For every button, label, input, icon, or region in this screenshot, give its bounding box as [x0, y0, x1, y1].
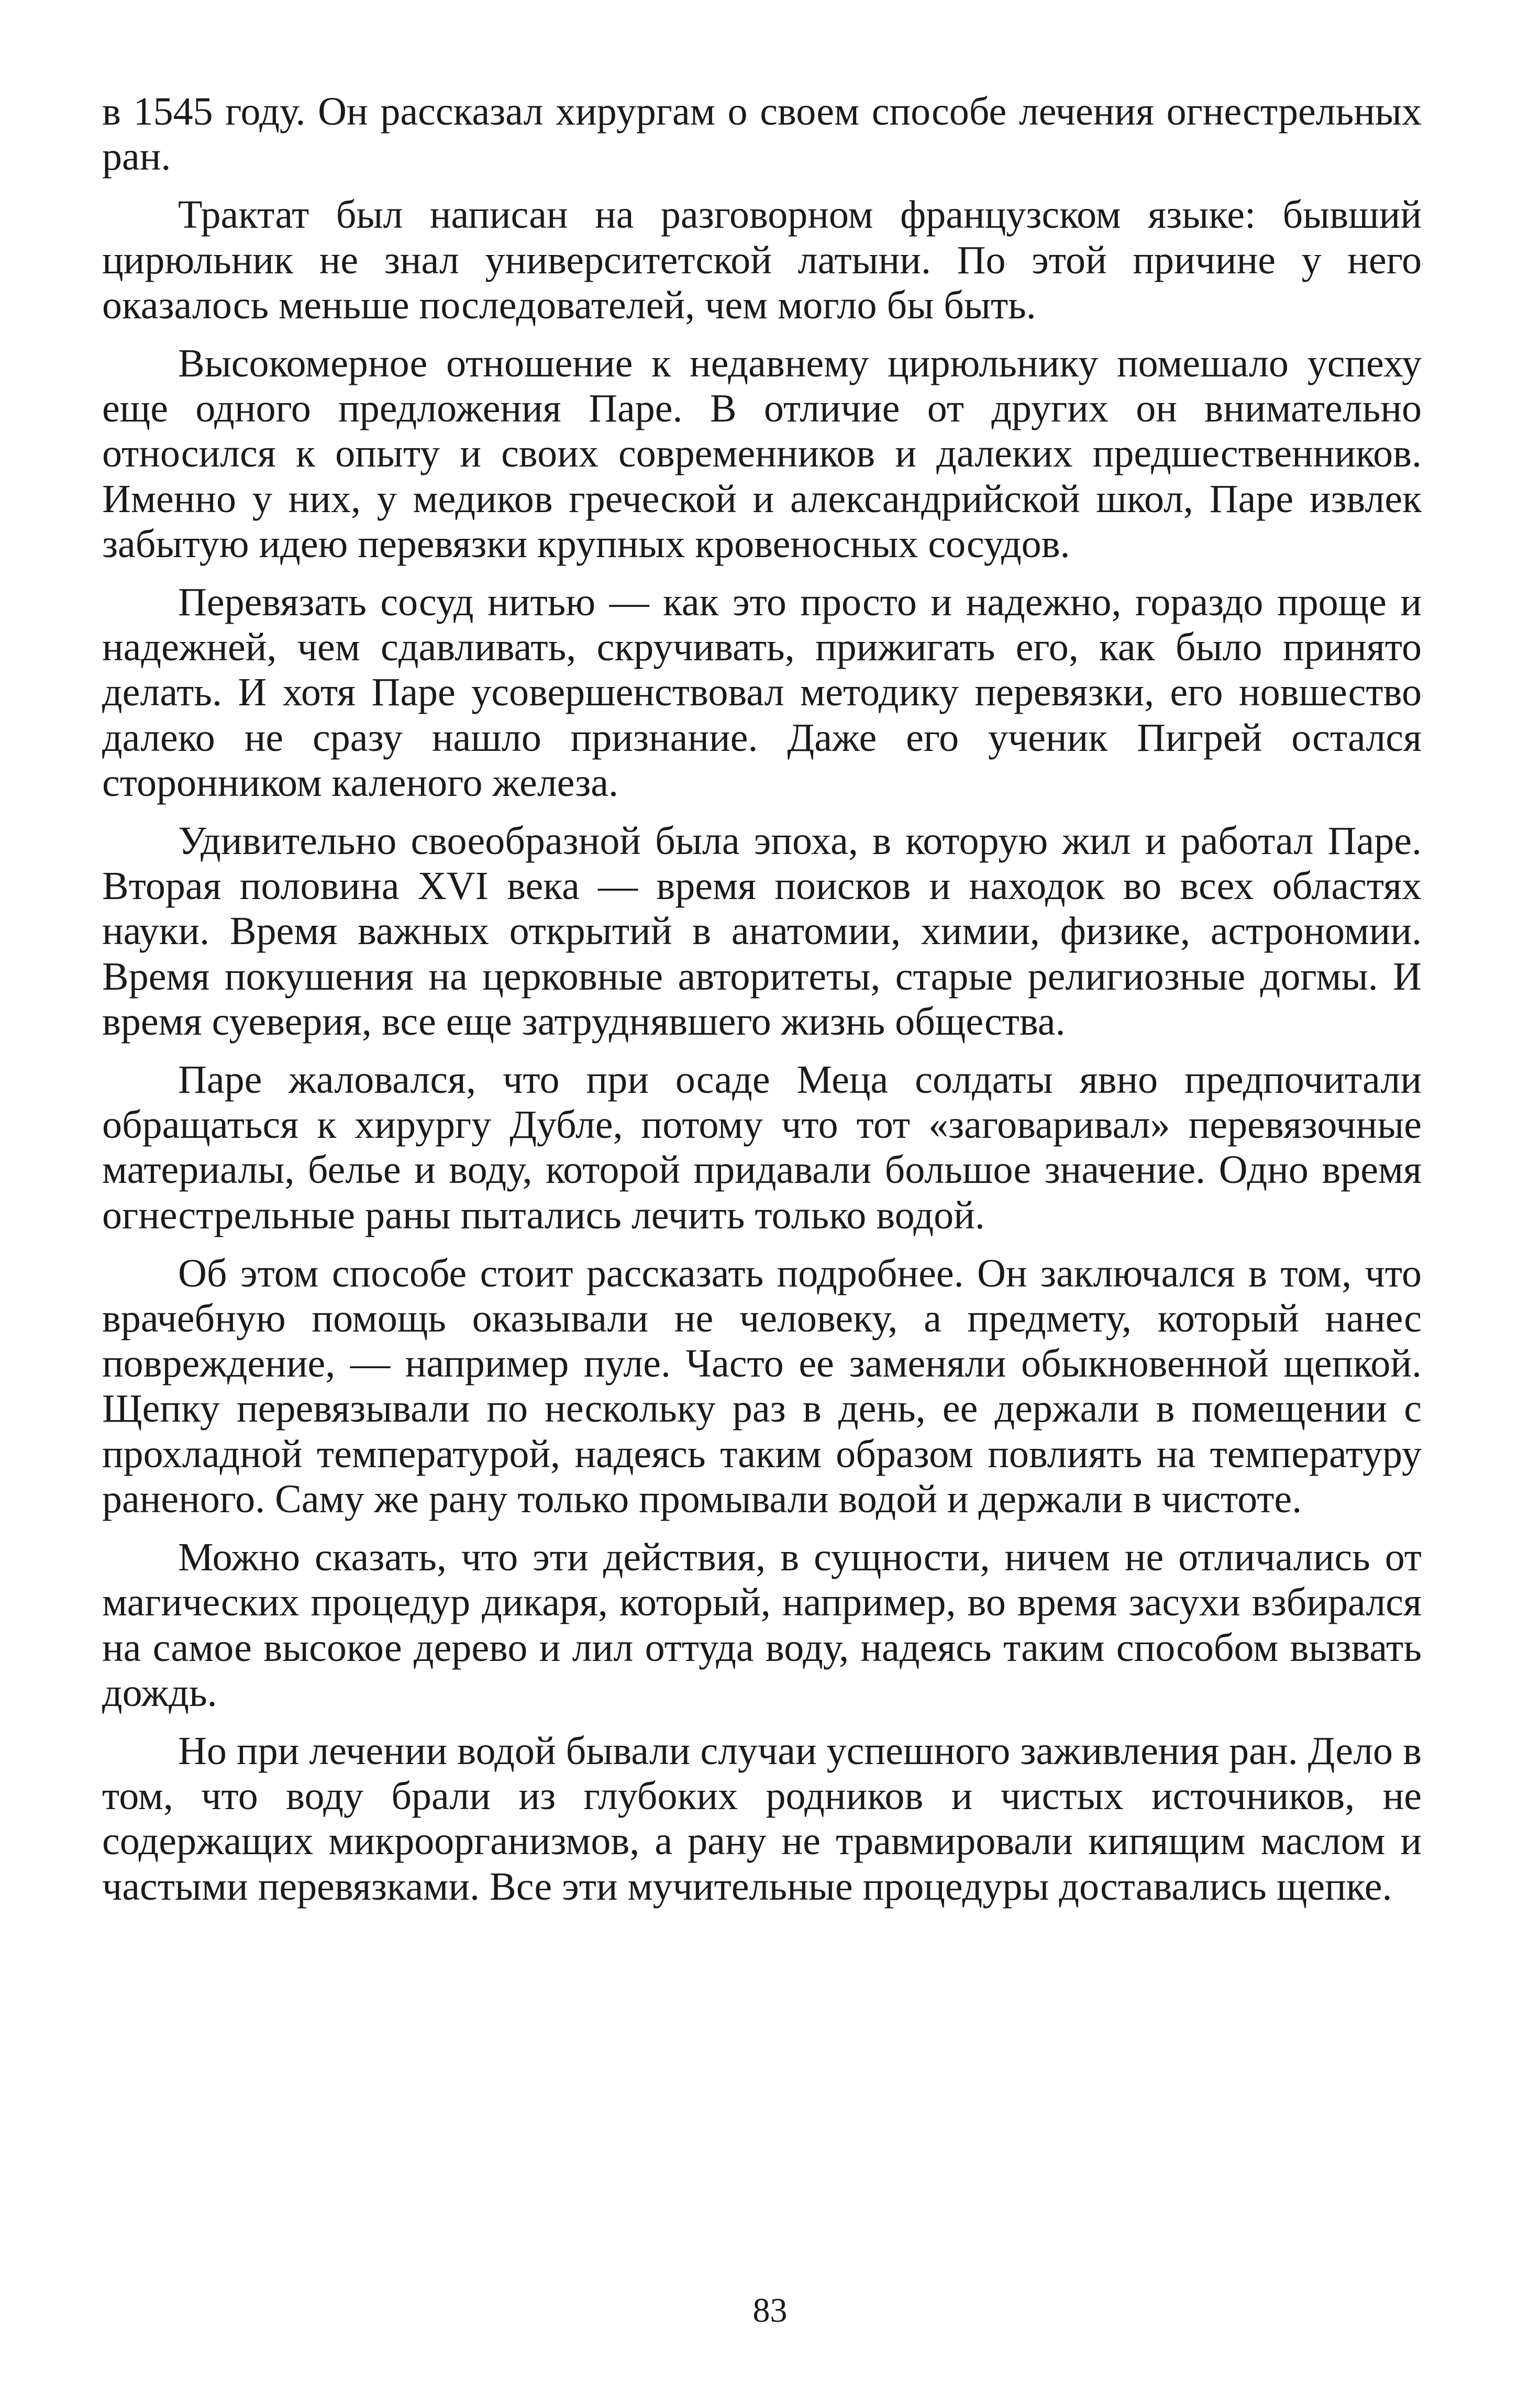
- paragraph: в 1545 году. Он рассказал хирургам о своем способе лечения огнестрельных ран.: [102, 90, 1422, 179]
- page-body: [102, 89, 1422, 2320]
- paragraph: Высокомерное отношение к недавнему цирюльнику помешало успеху еще одного предложения Паре. В отличие от других он внимательно относился к опыту и своих современников и далеких предшественников. Именно у них, у медиков греческой и александрийской школ, Паре извлек забытую идею перевязки крупных кровеносных сосудов.: [102, 341, 1422, 566]
- paragraph: Трактат был написан на разговорном французском языке: бывший цирюльник не знал университетской латыни. По этой причине у него оказалось меньше последователей, чем могло бы быть.: [102, 193, 1422, 327]
- paragraph: Паре жаловался, что при осаде Меца солдаты явно предпочитали обращаться к хирургу Дубле, потому что тот «заговаривал» перевязочные материалы, белье и воду, которой придавали большое значение. Одно время огнестрельные раны пытались лечить только водой.: [102, 1058, 1422, 1237]
- paragraph: Удивительно своеобразной была эпоха, в которую жил и работал Паре. Вторая половина XVI века — время поисков и находок во всех областях науки. Время важных открытий в анатомии, химии, физике, астрономии. Время покушения на церковные авторитеты, старые религиозные догмы. И время суеверия, все еще затруднявшего жизнь общества.: [102, 819, 1422, 1044]
- paragraph: Об этом способе стоит рассказать подробнее. Он заключался в том, что врачебную помощь оказывали не человеку, а предмету, который нанес повреждение, — например пуле. Часто ее заменяли обыкновенной щепкой. Щепку перевязывали по нескольку раз в день, ее держали в помещении с прохладной температурой, надеясь таким образом повлиять на температуру раненого. Саму же рану только промывали водой и держали в чистоте.: [102, 1251, 1422, 1521]
- paragraph: Но при лечении водой бывали случаи успешного заживления ран. Дело в том, что воду брали из глубоких родников и чистых источников, не содержащих микроорганизмов, а рану не травмировали кипящим маслом и частыми перевязками. Все эти мучительные процедуры доставались щепке.: [102, 1728, 1422, 1909]
- page-number: 83: [752, 2291, 788, 2330]
- paragraph: Перевязать сосуд нитью — как это просто и надежно, гораздо проще и надежней, чем сдавливать, скручивать, прижигать его, как было принято делать. И хотя Паре усовершенствовал методику перевязки, его новшество далеко не сразу нашло признание. Даже его ученик Пигрей остался сторонником каленого железа.: [102, 580, 1422, 805]
- paragraph: Можно сказать, что эти действия, в сущности, ничем не отличались от магических процедур дикаря, который, например, во время засухи взбирался на самое высокое дерево и лил оттуда воду, надеясь таким способом вызвать дождь.: [102, 1535, 1422, 1715]
